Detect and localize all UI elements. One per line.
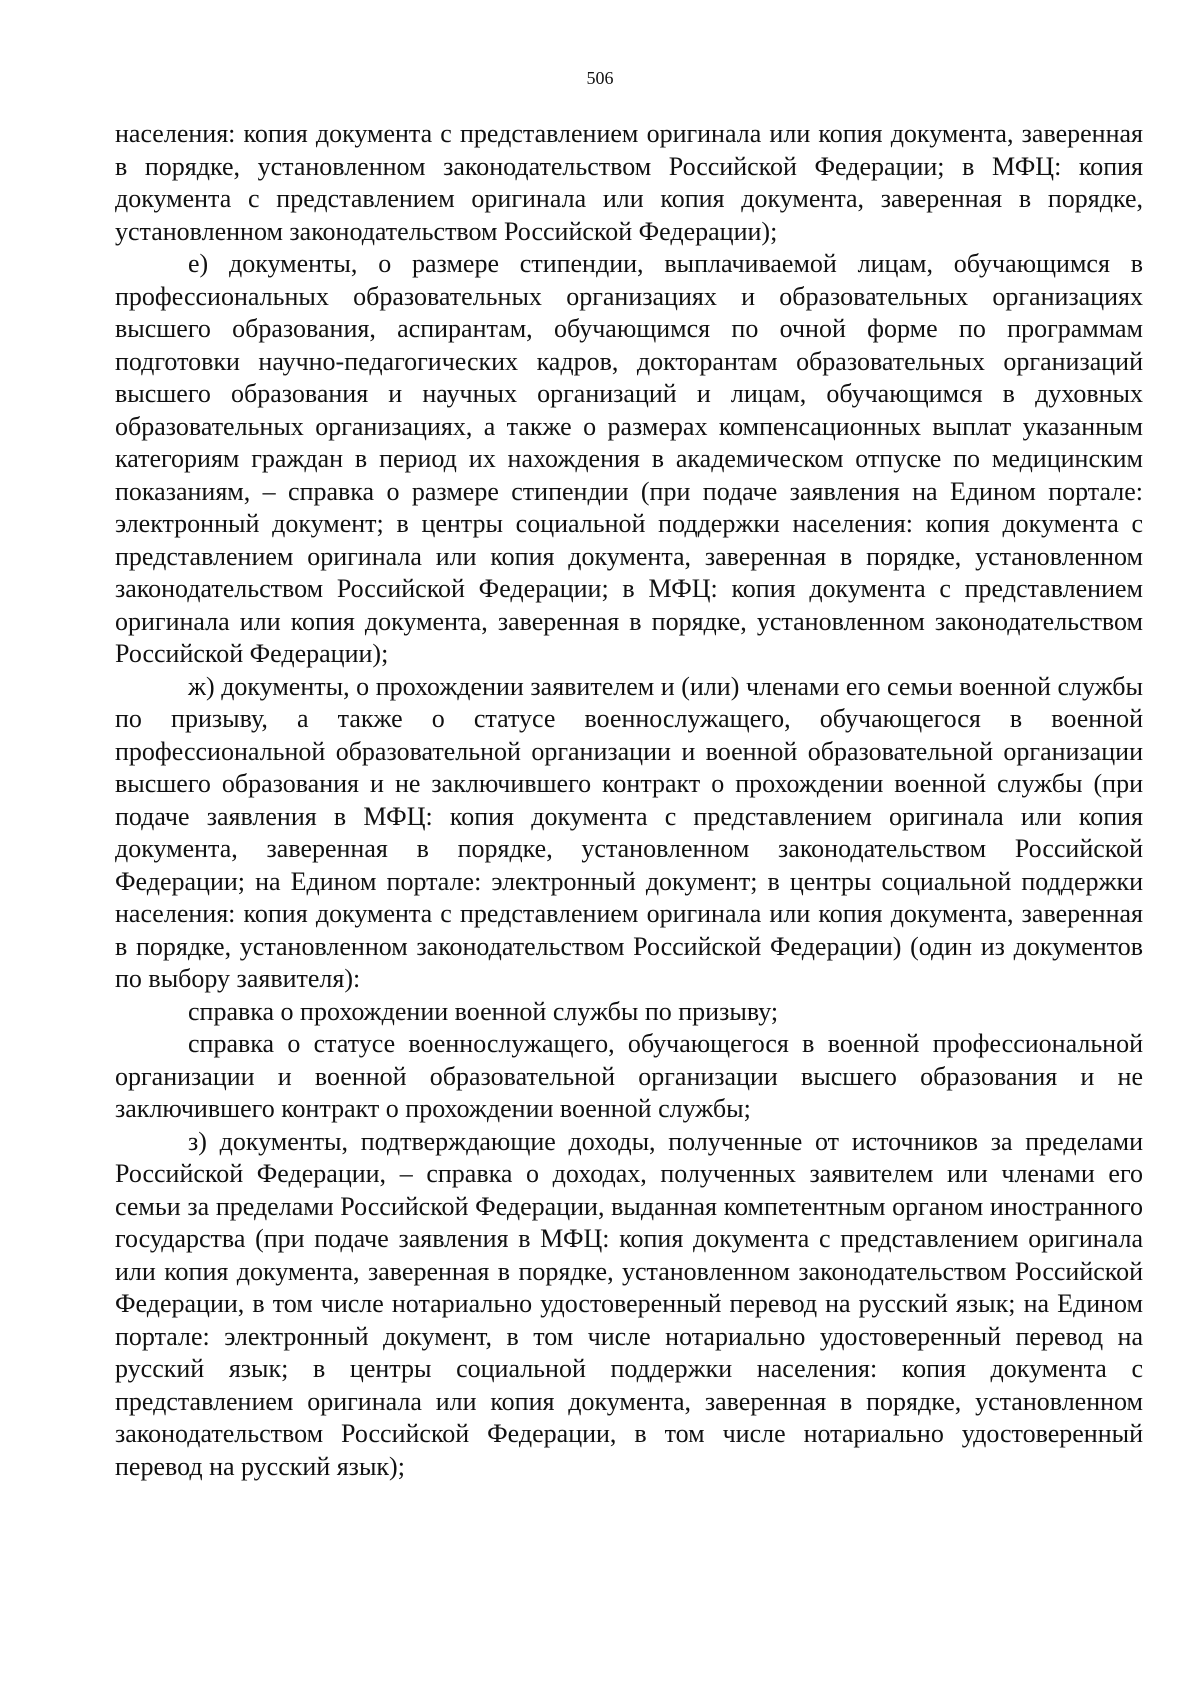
paragraph-military-service-certificate: справка о прохождении военной службы по призыву; <box>188 996 779 1026</box>
paragraph-item-e: е) документы, о размере стипендии, выплачиваемой лицам, обучающимся в профессиональных образовательных организациях и образовательных организациях высшего образования, аспирантам, обучающимся по очной форме по программам подготовки научно-педагогических кадров, докторантам образовательных организаций высшего образования и научных организаций и лицам, обучающимся в духовных образовательных организациях, а также о размерах компенсационных выплат указанным категориям граждан в период их нахождения в академическом отпуске по медицинским показаниям, – справка о размере стипендии (при подаче заявления на Едином портале: электронный документ; в центры социальной поддержки населения: копия документа с представлением оригинала или копия документа, заверенная в порядке, установленном законодательством Российской Федерации; в МФЦ: копия документа с представлением оригинала или копия документа, заверенная в порядке, установленном законодательством Российской Федерации); <box>115 249 1143 668</box>
paragraph-item-z: з) документы, подтверждающие доходы, полученные от источников за пределами Российской Федерации, – справка о доходах, полученных заявителем или членами его семьи за пределами Российской Федерации, выданная компетентным органом иностранного государства (при подаче заявления в МФЦ: копия документа с представлением оригинала или копия документа, заверенная в порядке, установленном законодательством Российской Федерации, в том числе нотариально удостоверенный перевод на русский язык; на Едином портале: электронный документ, в том числе нотариально удостоверенный перевод на русский язык; в центры социальной поддержки населения: копия документа с представлением оригинала или копия документа, заверенная в порядке, установленном законодательством Российской Федерации, в том числе нотариально удостоверенный перевод на русский язык); <box>115 1126 1143 1481</box>
document-body <box>115 118 1143 1483</box>
paragraph-item-zh: ж) документы, о прохождении заявителем и (или) членами его семьи военной службы по призыву, а также о статусе военнослужащего, обучающегося в военной профессиональной образовательной организации и военной образовательной организации высшего образования и не заключившего контракт о прохождении военной службы (при подаче заявления в МФЦ: копия документа с представлением оригинала или копия документа, заверенная в порядке, установленном законодательством Российской Федерации; на Едином портале: электронный документ; в центры социальной поддержки населения: копия документа с представлением оригинала или копия документа, заверенная в порядке, установленном законодательством Российской Федерации) (один из документов по выбору заявителя): <box>115 671 1143 993</box>
paragraph-continuation: населения: копия документа с представлением оригинала или копия документа, заверенная в порядке, установленном законодательством Российской Федерации; в МФЦ: копия документа с представлением оригинала или копия документа, заверенная в порядке, установленном законодательством Российской Федерации); <box>115 119 1143 246</box>
paragraph-serviceman-status-certificate: справка о статусе военнослужащего, обучающегося в военной профессиональной организации и военной образовательной организации высшего образования и не заключившего контракт о прохождении военной службы; <box>115 1029 1143 1123</box>
page-number: 506 <box>586 68 614 88</box>
